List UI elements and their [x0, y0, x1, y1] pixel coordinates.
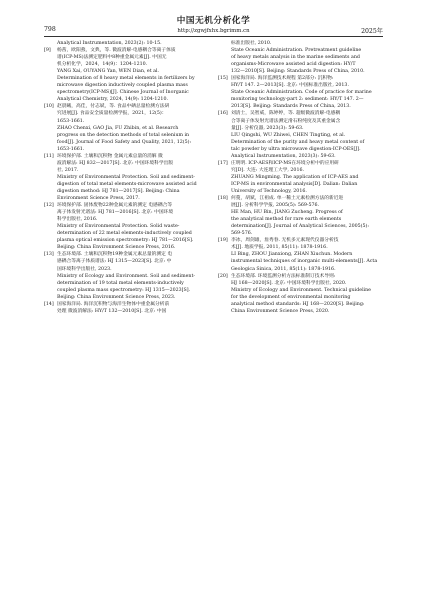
- reference-line: Determination of the purity and heavy metal content of: [231, 139, 365, 145]
- reference-line: spectrometry(ICP-MS)[J]. Chinese Journal of Inorganic: [57, 90, 189, 96]
- references-left-column: [44, 40, 208, 315]
- publication-year: 2025年: [361, 28, 383, 35]
- reference-line: for the development of environmental monitoring: [231, 294, 351, 300]
- reference-line: organisms-Microwave assisted acid digestion: HY/T: [231, 62, 356, 68]
- reference-line: ICP-MS in environmental analysis[D]. Dalian: Dalian: [231, 181, 358, 187]
- reference-number: [18]: [218, 196, 228, 202]
- reference-line: Environment Science Press, 2017.: [57, 196, 140, 202]
- reference-line: 1653-1661.: [57, 118, 85, 124]
- reference-line: 2013[S]. Beijing: Standards Press of China, 2013.: [231, 104, 351, 110]
- reference-line: 术[J]. 地质学报, 2011, 85(11): 1878-1916.: [231, 245, 328, 251]
- reference-entry: [218, 273, 382, 315]
- reference-entry: [44, 47, 208, 103]
- header-rule: [44, 36, 383, 37]
- reference-line: 离子体发射光谱法: HJ 781—2016[S]. 北京: 中国环境: [57, 210, 174, 216]
- journal-url: http://zgwjfxhx.bgrimm.cn: [177, 28, 250, 34]
- reference-line: 展[J]. 分析科学学报, 2005(5): 569-576.: [231, 203, 320, 209]
- reference-number: [17]: [218, 160, 228, 166]
- reference-line: 处理 微波消解法: HY/T 132—2010[S]. 北京: 中国: [57, 308, 167, 314]
- reference-line: 究[D]. 大连: 大连理工大学, 2016.: [231, 167, 305, 173]
- reference-line: progress on the detection methods of total selenium in: [57, 132, 190, 138]
- reference-line: coupled plasma mass spectrometry: HJ 1315—2023[S].: [57, 287, 191, 293]
- reference-line: 生态环境部. 环境监测分析方法标准制订技术导则:: [231, 273, 336, 279]
- reference-line: 标准出版社, 2010.: [231, 41, 272, 46]
- reference-line: 国环境科学出版社, 2023.: [57, 266, 112, 272]
- reference-line: 赵晨曦，高佳，付志斌，等. 食品中硒总量检测方法研: [57, 104, 170, 110]
- reference-line: 量[J]. 分析仪器, 2023(3): 59-63.: [231, 125, 304, 131]
- reference-number: [9]: [44, 48, 51, 54]
- reference-number: [20]: [218, 273, 228, 279]
- reference-line: Analytical Instrumentation, 2023(3): 59-63.: [231, 153, 336, 159]
- reference-line: 环境保护部. 固体废物22种金属元素的测定 电感耦合等: [57, 203, 173, 209]
- reference-entry: [218, 75, 382, 110]
- reference-line: instrumental techniques of inorganic multi-elements[J]. Acta: [231, 259, 378, 265]
- reference-line: 机分析化学，2024，14(9)：1204-1210.: [57, 62, 148, 68]
- reference-entry: [218, 195, 382, 237]
- reference-number: [12]: [44, 203, 54, 209]
- reference-line: digestion of total metal elements-microwave assisted acid: [57, 181, 197, 187]
- reference-line: Beijing: China Environment Science Press, 2023.: [57, 294, 176, 300]
- reference-line: microwave digestion inductively coupled plasma mass: [57, 83, 188, 89]
- reference-line: 究进展[J]. 食品安全质量检测学报，2021，12(5)：: [57, 111, 167, 117]
- reference-number: [11]: [44, 153, 54, 159]
- reference-line: 国家海洋局. 海洋沉积物与海洋生物体中重金属分析前: [57, 301, 170, 307]
- reference-number: [13]: [44, 252, 54, 258]
- reference-line: Determination of 8 heavy metal elements in fertilizers by: [57, 76, 195, 82]
- reference-line: Analytical Chemistry, 2024, 14(9): 1204-1210.: [57, 97, 168, 103]
- reference-line: HE Man, HU Bin, JIANG Zucheng. Progress of: [231, 210, 343, 216]
- reference-line: LI Bing, ZHOU Jianxiong, ZHAN Xiuchun. Modern: [231, 252, 353, 258]
- reference-line: 社, 2017.: [57, 167, 79, 173]
- reference-line: Analytical Instrumentation, 2023(2): 10-15.: [57, 41, 162, 46]
- reference-entry: [44, 103, 208, 152]
- reference-entry: [44, 301, 208, 315]
- reference-line: Ministry of Environmental Protection. Solid waste-: [57, 224, 180, 230]
- reference-line: digestion method: HJ 781—2017[S]. Beijing: China: [57, 188, 180, 194]
- reference-line: analytical method standards: HJ 168—2020[S]. Beijing:: [231, 301, 365, 307]
- page-number: 798: [44, 26, 56, 33]
- reference-line: talc powder by ultra microwave digestion-ICP-OES[J].: [231, 146, 361, 152]
- reference-line: 何蔓，胡斌，江祖成. 单一稀土元素检测方法的新近进: [231, 196, 344, 202]
- reference-number: [15]: [218, 76, 228, 82]
- reference-line: 569-576.: [231, 231, 253, 237]
- reference-line: Ministry of Environmental Protection. Soil and sediment-: [57, 174, 195, 180]
- reference-line: determination of 22 metal elements-inductively coupled: [57, 231, 192, 237]
- reference-line: 生态环境部. 土壤和沉积物19种金属元素总量的测定 电: [57, 252, 173, 258]
- reference-line: the analytical method for rare earth elements: [231, 217, 342, 223]
- reference-continuation: [218, 40, 382, 75]
- reference-line: University of Technology, 2016.: [231, 188, 307, 194]
- reference-line: China Environment Science Press, 2020.: [231, 308, 330, 314]
- reference-line: 合等离子体发射光谱法测定滑石粉纯度及其重金属含: [231, 118, 341, 124]
- reference-line: Beijing: China Environment Science Press, 2016.: [57, 245, 176, 251]
- reference-line: of heavy metals analysis in the marine sediments and: [231, 55, 360, 61]
- journal-title: 中国无机分析化学: [176, 16, 251, 26]
- reference-line: 谱(ICP-MS)法测定肥料中8种重金属元素[J]. 中国无: [57, 55, 167, 61]
- reference-entry: [44, 202, 208, 251]
- reference-entry: [218, 237, 382, 272]
- reference-line: 感耦合等离子体质谱法: HJ 1315—2023[S]. 北京: 中: [57, 259, 172, 265]
- reference-line: plasma optical emission spectrometry: HJ 781—2016[S].: [57, 238, 194, 244]
- reference-line: 国家海洋局. 海洋监测技术规程 第2部分: 沉积物:: [231, 76, 334, 82]
- reference-continuation: [44, 40, 208, 47]
- reference-entry: [44, 153, 208, 202]
- reference-line: 132—2010[S]. Beijing: Standards Press of China, 2010.: [231, 69, 365, 75]
- reference-entry: [44, 251, 208, 300]
- reference-line: ZHAO Chenxi, GAO Jia, FU Zhibin, et al. Research: [57, 125, 179, 131]
- reference-line: 刘清士，吴智威，陈婷婷，等. 超级微波消解-电感耦: [231, 111, 341, 117]
- reference-line: State Oceanic Administration. Pretreatment guideline: [231, 48, 362, 54]
- reference-line: 波消解法: HJ 832—2017[S]. 北京: 中国环境科学出版: [57, 160, 174, 166]
- reference-number: [16]: [218, 111, 228, 117]
- reference-line: 1653-1661.: [57, 146, 85, 152]
- reference-number: [19]: [218, 238, 228, 244]
- reference-entry: [218, 110, 382, 159]
- reference-line: determination[J]. Journal of Analytical Sciences, 2005(5):: [231, 224, 369, 230]
- reference-line: 李冰，周剑雄，詹秀春. 无机多元素现代仪器分析技: [231, 238, 339, 244]
- reference-line: ZHUANG Mingming. The application of ICP-AES and: [231, 174, 359, 180]
- reference-line: food[J]. Journal of Food Safety and Quality, 2021, 12(5):: [57, 139, 192, 145]
- references-right-column: [218, 40, 382, 315]
- reference-line: monitoring technology-part 2: sediment: HY/T 147. 2—: [231, 97, 364, 103]
- reference-line: 科学出版社, 2016.: [57, 217, 98, 223]
- reference-line: 杨茜，欧阳燕，文典，等. 微波消解-电感耦合等离子体质: [57, 48, 176, 54]
- reference-line: Ministry of Ecology and Environment. Soil and sediment-: [57, 273, 195, 279]
- reference-line: State Oceanic Administration. Code of practice for marine: [231, 90, 372, 96]
- reference-number: [10]: [44, 104, 54, 110]
- reference-line: Ministry of Ecology and Environment. Technical guideline: [231, 287, 371, 293]
- reference-line: HY/T 147. 2—2013[S]. 北京: 中国标准出版社, 2013.: [231, 83, 349, 89]
- reference-line: determination of 19 total metal elements-inductively: [57, 280, 184, 286]
- reference-entry: [218, 160, 382, 195]
- reference-line: LIU Qingshi, WU Zhiwei, CHEN Tingting, et al.: [231, 132, 346, 138]
- reference-line: 庄明明. ICP-AES和ICP-MS在环境分析中的应用研: [231, 160, 339, 166]
- reference-number: [14]: [44, 301, 54, 307]
- reference-line: HJ 168—2020[S]. 北京: 中国环境科学出版社, 2020.: [231, 280, 347, 286]
- reference-line: 环境保护部. 土壤和沉积物 金属元素总量的消解 微: [57, 153, 163, 159]
- reference-line: YANG Xai, OUYANG Yan, WEN Dian, et al.: [57, 69, 159, 75]
- reference-line: Geologica Sinica, 2011, 85(11): 1878-1916.: [231, 266, 336, 272]
